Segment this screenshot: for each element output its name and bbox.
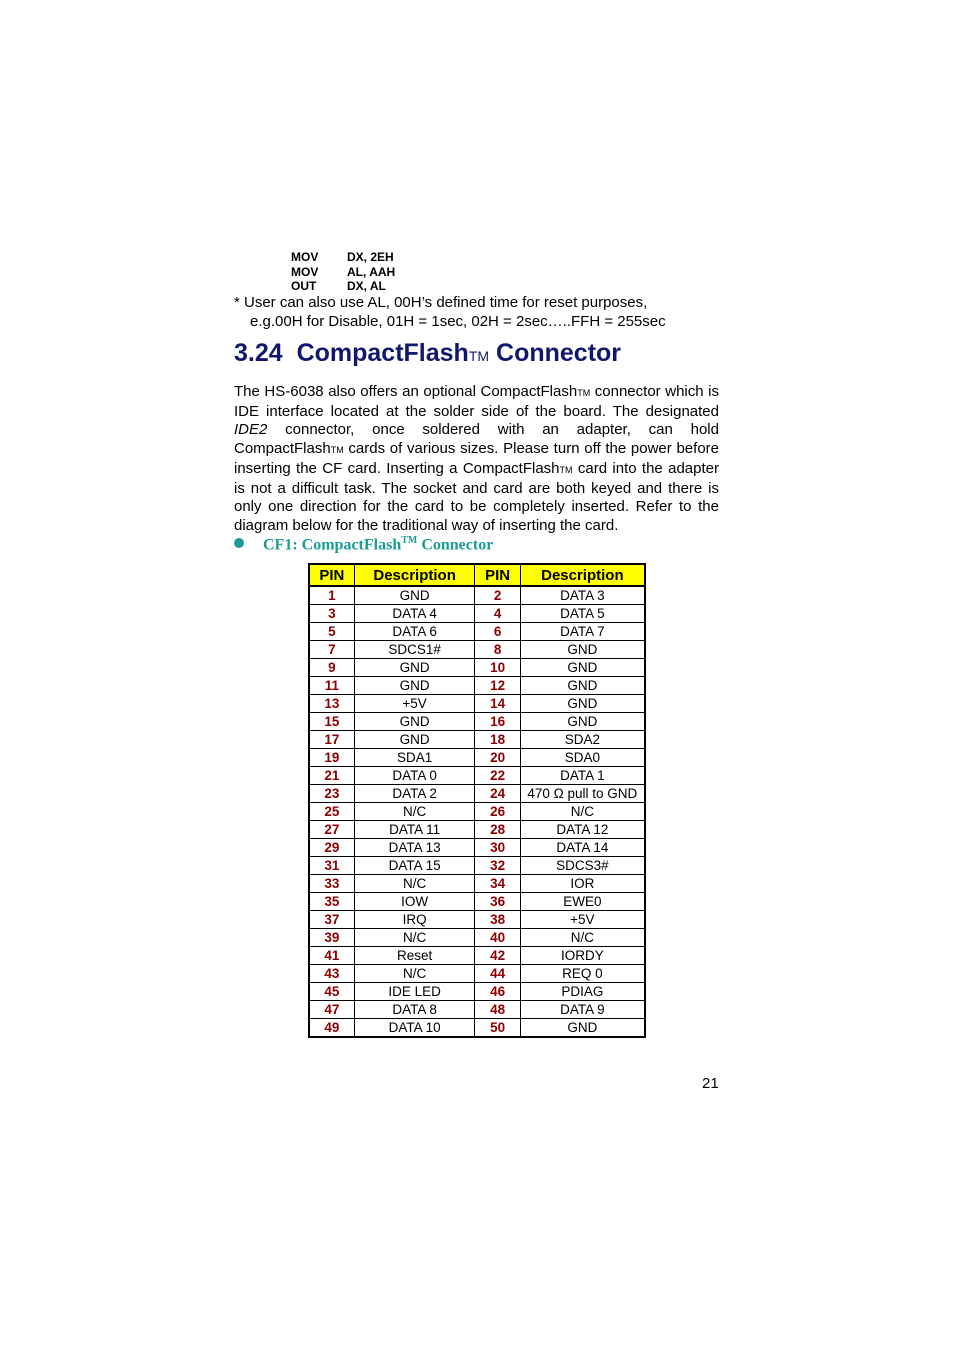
pin-number: 20 bbox=[475, 749, 520, 767]
pin-number: 36 bbox=[475, 893, 520, 911]
pin-number: 12 bbox=[475, 677, 520, 695]
pin-description: PDIAG bbox=[520, 983, 645, 1001]
pin-number: 2 bbox=[475, 586, 520, 605]
pin-description: +5V bbox=[520, 911, 645, 929]
para-text: The HS-6038 also offers an optional CompactFlash bbox=[234, 383, 578, 400]
pin-description: GND bbox=[520, 695, 645, 713]
pin-number: 35 bbox=[309, 893, 354, 911]
pin-description: GND bbox=[520, 659, 645, 677]
pin-number: 46 bbox=[475, 983, 520, 1001]
pin-description: DATA 12 bbox=[520, 821, 645, 839]
table-row bbox=[309, 677, 645, 695]
pin-description: DATA 5 bbox=[520, 605, 645, 623]
page-number: 21 bbox=[702, 1075, 719, 1092]
pin-number: 7 bbox=[309, 641, 354, 659]
pin-number: 10 bbox=[475, 659, 520, 677]
note-line-2: e.g.00H for Disable, 01H = 1sec, 02H = 2sec…..FFH = 255sec bbox=[250, 312, 666, 330]
para-text: connector which is IDE interface located at the solder side of the board. The designated bbox=[234, 383, 719, 420]
pin-number: 30 bbox=[475, 839, 520, 857]
pin-number: 45 bbox=[309, 983, 354, 1001]
pin-number: 15 bbox=[309, 713, 354, 731]
pin-number: 8 bbox=[475, 641, 520, 659]
table-row bbox=[309, 731, 645, 749]
table-row bbox=[309, 785, 645, 803]
para-text: card into the adapter is not a difficult task. The socket and card are both keyed and there is only one direction for the card to be completely inserted. Refer to the diagram below for the traditional way of inserting the card. bbox=[234, 459, 719, 534]
pin-number: 39 bbox=[309, 929, 354, 947]
table-row bbox=[309, 911, 645, 929]
pin-number: 40 bbox=[475, 929, 520, 947]
pin-number: 9 bbox=[309, 659, 354, 677]
trademark-mark: TM bbox=[559, 464, 573, 475]
header-description: Description bbox=[354, 564, 475, 586]
pin-description: DATA 14 bbox=[520, 839, 645, 857]
pin-number: 21 bbox=[309, 767, 354, 785]
table-row bbox=[309, 713, 645, 731]
pin-description: DATA 6 bbox=[354, 623, 475, 641]
note-line-1: * User can also use AL, 00H’s defined time for reset purposes, bbox=[234, 294, 648, 311]
pin-number: 42 bbox=[475, 947, 520, 965]
trademark-mark: TM bbox=[401, 535, 418, 546]
pin-description: IOW bbox=[354, 893, 475, 911]
code-args: AL, AAH bbox=[347, 264, 396, 279]
pin-description: DATA 10 bbox=[354, 1019, 475, 1038]
pin-description: N/C bbox=[354, 803, 475, 821]
pin-description: EWE0 bbox=[520, 893, 645, 911]
pin-number: 5 bbox=[309, 623, 354, 641]
pin-number: 44 bbox=[475, 965, 520, 983]
pin-description: IORDY bbox=[520, 947, 645, 965]
code-args: DX, 2EH bbox=[347, 250, 394, 264]
pin-number: 26 bbox=[475, 803, 520, 821]
pin-number: 11 bbox=[309, 677, 354, 695]
pin-number: 23 bbox=[309, 785, 354, 803]
pin-description: N/C bbox=[520, 929, 645, 947]
pin-description: DATA 15 bbox=[354, 857, 475, 875]
code-block bbox=[291, 250, 395, 294]
code-line bbox=[291, 265, 395, 280]
pin-description: SDCS3# bbox=[520, 857, 645, 875]
para-text: connector, once soldered with an adapter, can hold CompactFlash bbox=[234, 421, 719, 458]
table-row bbox=[309, 875, 645, 893]
bullet-icon bbox=[234, 538, 244, 548]
table-row bbox=[309, 965, 645, 983]
pin-description: DATA 13 bbox=[354, 839, 475, 857]
pin-number: 13 bbox=[309, 695, 354, 713]
code-op: OUT bbox=[291, 279, 317, 293]
pin-description: N/C bbox=[520, 803, 645, 821]
table-row bbox=[309, 803, 645, 821]
table-row bbox=[309, 929, 645, 947]
header-pin: PIN bbox=[309, 564, 354, 586]
section-title-b: Connector bbox=[496, 339, 622, 367]
pin-description: GND bbox=[354, 713, 475, 731]
pin-description: SDA0 bbox=[520, 749, 645, 767]
section-number: 3.24 bbox=[234, 339, 283, 367]
section-title-a: CompactFlash bbox=[296, 339, 469, 367]
pin-description: DATA 11 bbox=[354, 821, 475, 839]
table-row bbox=[309, 857, 645, 875]
pin-description: +5V bbox=[354, 695, 475, 713]
body-paragraph bbox=[234, 383, 719, 536]
table-row bbox=[309, 1019, 645, 1038]
connector-subheading bbox=[234, 535, 493, 554]
pin-description: DATA 8 bbox=[354, 1001, 475, 1019]
pin-number: 31 bbox=[309, 857, 354, 875]
table-row bbox=[309, 659, 645, 677]
pin-description: IDE LED bbox=[354, 983, 475, 1001]
pin-description: SDCS1# bbox=[354, 641, 475, 659]
header-pin: PIN bbox=[475, 564, 520, 586]
pin-description: Reset bbox=[354, 947, 475, 965]
table-row bbox=[309, 1001, 645, 1019]
trademark-mark: TM bbox=[468, 348, 490, 364]
code-line bbox=[291, 279, 395, 294]
trademark-mark: TM bbox=[577, 388, 591, 398]
section-title bbox=[234, 339, 621, 368]
pin-table-body bbox=[309, 586, 645, 1037]
pin-number: 25 bbox=[309, 803, 354, 821]
table-row bbox=[309, 893, 645, 911]
pin-number: 37 bbox=[309, 911, 354, 929]
reset-note bbox=[234, 294, 666, 331]
pin-number: 27 bbox=[309, 821, 354, 839]
pin-number: 19 bbox=[309, 749, 354, 767]
ide2-label: IDE2 bbox=[234, 421, 268, 439]
table-row bbox=[309, 605, 645, 623]
table-row bbox=[309, 641, 645, 659]
pin-number: 32 bbox=[475, 857, 520, 875]
pin-number: 34 bbox=[475, 875, 520, 893]
pin-description: DATA 3 bbox=[520, 586, 645, 605]
table-row bbox=[309, 839, 645, 857]
pin-description: DATA 9 bbox=[520, 1001, 645, 1019]
pin-number: 48 bbox=[475, 1001, 520, 1019]
pin-number: 50 bbox=[475, 1019, 520, 1038]
pin-number: 1 bbox=[309, 586, 354, 605]
table-row bbox=[309, 749, 645, 767]
table-row bbox=[309, 821, 645, 839]
pin-description: GND bbox=[520, 1019, 645, 1038]
subheading-a: CF1: CompactFlash bbox=[263, 536, 402, 554]
pin-number: 33 bbox=[309, 875, 354, 893]
table-row bbox=[309, 623, 645, 641]
table-row bbox=[309, 983, 645, 1001]
pin-number: 38 bbox=[475, 911, 520, 929]
subheading-b: Connector bbox=[417, 536, 494, 554]
pin-number: 24 bbox=[475, 785, 520, 803]
trademark-mark: TM bbox=[330, 445, 344, 456]
code-op: MOV bbox=[291, 250, 319, 264]
pin-description: SDA2 bbox=[520, 731, 645, 749]
pin-number: 29 bbox=[309, 839, 354, 857]
header-description: Description bbox=[520, 564, 645, 586]
pin-description: GND bbox=[520, 677, 645, 695]
pin-description: GND bbox=[354, 677, 475, 695]
pin-number: 6 bbox=[475, 623, 520, 641]
pin-description: GND bbox=[354, 731, 475, 749]
pin-number: 16 bbox=[475, 713, 520, 731]
pin-description: N/C bbox=[354, 965, 475, 983]
pin-number: 18 bbox=[475, 731, 520, 749]
pin-description: GND bbox=[354, 586, 475, 605]
pin-number: 3 bbox=[309, 605, 354, 623]
pin-description: GND bbox=[520, 713, 645, 731]
pin-description: DATA 2 bbox=[354, 785, 475, 803]
para-text: cards of various sizes. Please turn off the power before inserting the CF card. Inserting a CompactFlash bbox=[234, 440, 719, 477]
pin-description: N/C bbox=[354, 875, 475, 893]
table-row bbox=[309, 586, 645, 605]
pin-number: 14 bbox=[475, 695, 520, 713]
pin-description: 470 Ω pull to GND bbox=[520, 785, 645, 803]
table-row bbox=[309, 947, 645, 965]
pin-number: 4 bbox=[475, 605, 520, 623]
pin-description: REQ 0 bbox=[520, 965, 645, 983]
pin-description: SDA1 bbox=[354, 749, 475, 767]
pin-number: 49 bbox=[309, 1019, 354, 1038]
pin-number: 43 bbox=[309, 965, 354, 983]
pin-number: 41 bbox=[309, 947, 354, 965]
pin-number: 47 bbox=[309, 1001, 354, 1019]
table-row bbox=[309, 767, 645, 785]
pin-description: IOR bbox=[520, 875, 645, 893]
pin-number: 28 bbox=[475, 821, 520, 839]
pin-number: 17 bbox=[309, 731, 354, 749]
pin-description: GND bbox=[520, 641, 645, 659]
code-op: MOV bbox=[291, 264, 319, 279]
pin-number: 22 bbox=[475, 767, 520, 785]
table-header-row bbox=[309, 564, 645, 586]
code-line bbox=[291, 250, 395, 265]
pin-description: N/C bbox=[354, 929, 475, 947]
table-row bbox=[309, 695, 645, 713]
pin-description: DATA 1 bbox=[520, 767, 645, 785]
pin-description: DATA 4 bbox=[354, 605, 475, 623]
pin-description: DATA 0 bbox=[354, 767, 475, 785]
pin-description: IRQ bbox=[354, 911, 475, 929]
pin-description: DATA 7 bbox=[520, 623, 645, 641]
pin-table bbox=[308, 563, 646, 1038]
code-args: DX, AL bbox=[347, 279, 386, 293]
pin-description: GND bbox=[354, 659, 475, 677]
